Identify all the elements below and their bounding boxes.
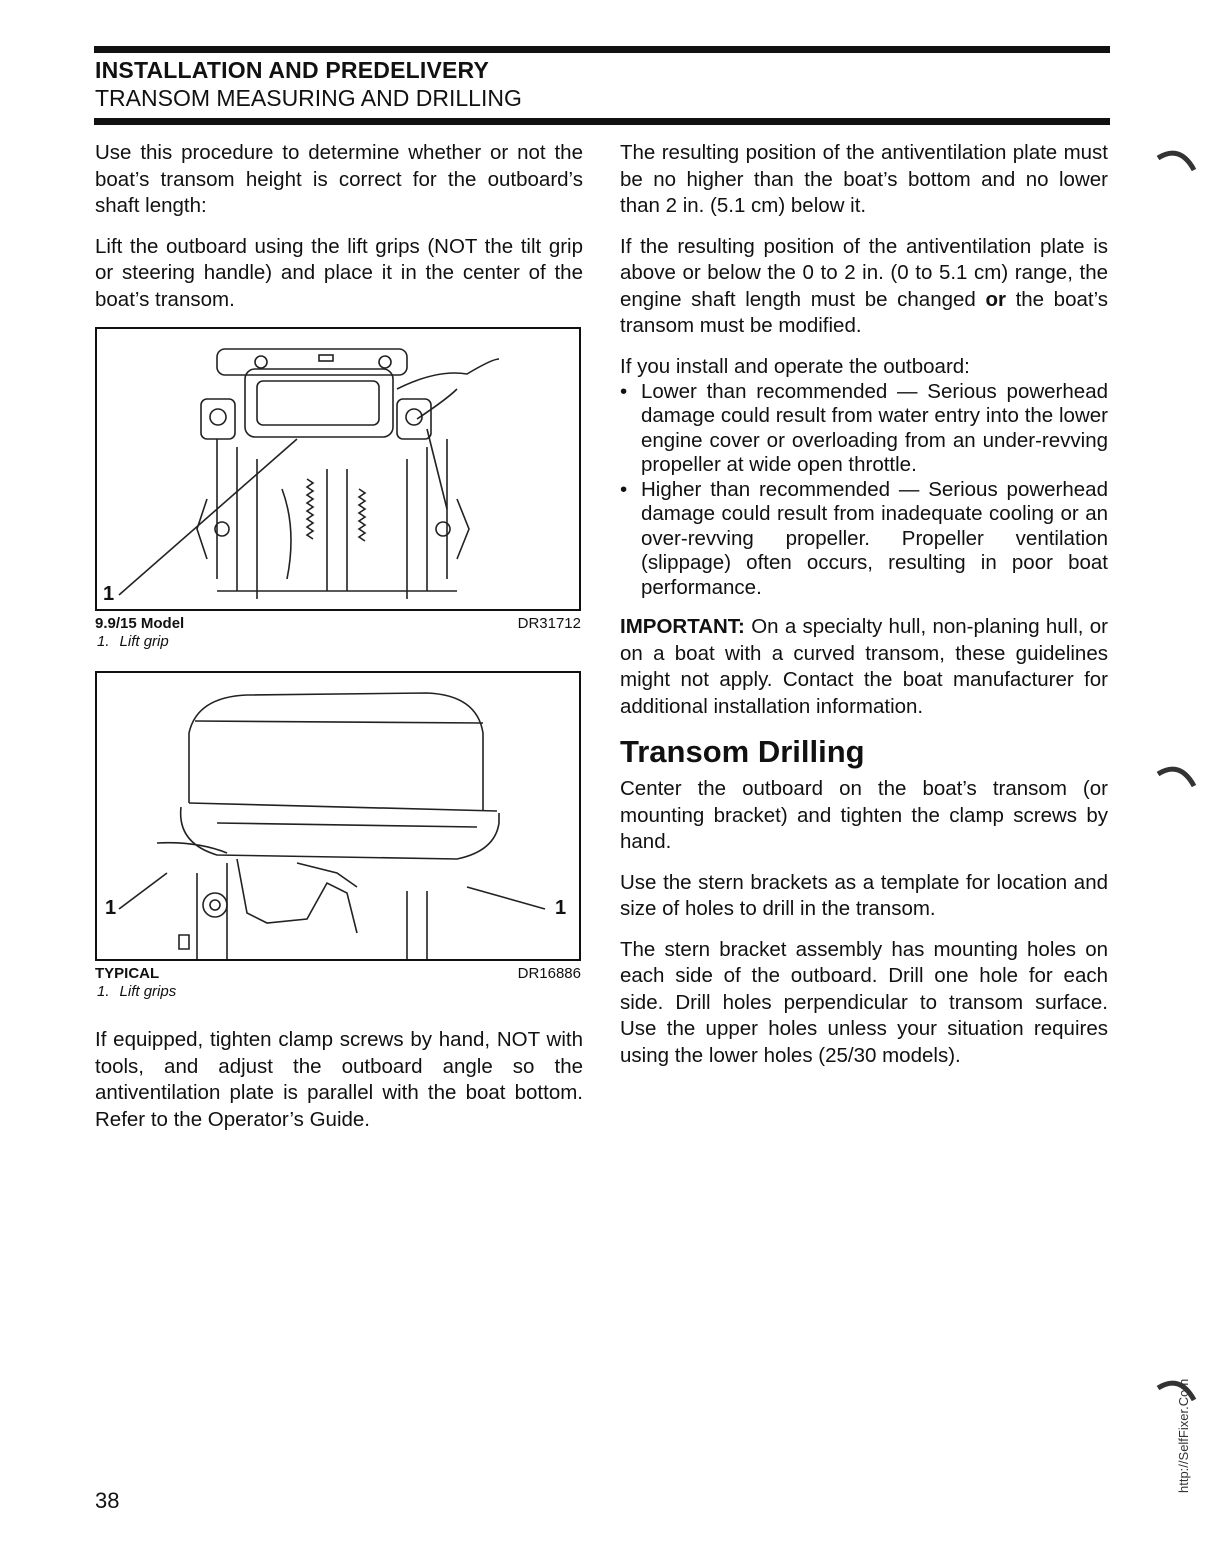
left-para-3: If equipped, tighten clamp screws by hand, NOT with tools, and adjust the outboard angle so the antiventilation plate is parallel with the boat bottom. Refer to the Operator’s Guide. (95, 1028, 583, 1131)
figure1-caption-row (95, 615, 581, 633)
important-label: IMPORTANT: (620, 615, 745, 638)
figure1-drawing-code: DR31712 (517, 615, 581, 632)
right-para-5: Use the stern brackets as a template for location and size of holes to drill in the transom. (620, 870, 1108, 920)
legend-number: 1. (97, 983, 110, 1000)
consequence-list (620, 380, 1108, 601)
bullet-intro: If you install and operate the outboard: (620, 354, 970, 378)
right-para-6: The stern bracket assembly has mounting holes on each side of the outboard. Drill one hole for each side. Drill holes perpendicular to transom surface. Use the upper holes unless your situation requires using the lower holes (25/30 models). (620, 937, 1108, 1067)
binder-edge-mark-icon (1150, 140, 1210, 200)
section-heading-transom-drilling: Transom Drilling (620, 734, 865, 769)
important-note (620, 614, 1108, 720)
right-para-1: The resulting position of the antiventilation plate must be no higher than the boat’s bottom and no lower than 2 in. (5.1 cm) below it. (620, 141, 1108, 217)
callout-1: 1 (103, 583, 115, 605)
left-para-2: Lift the outboard using the lift grips (NOT the tilt grip or steering handle) and place it in the center of the boat’s transom. (95, 234, 583, 311)
figure-lift-grips-typical (95, 671, 581, 961)
header-rule-bottom (94, 118, 1110, 125)
legend-label: Lift grip (119, 633, 169, 650)
figure2-caption-title: TYPICAL (95, 965, 160, 982)
figure1-caption-title: 9.9/15 Model (95, 615, 185, 632)
para2-text-a: If the resulting position of the antiventilation plate is above or below the 0 to 2 in. (0 to 5.1 cm) range, the engine shaft length must be changed (620, 234, 1108, 311)
para2-text-b: the boat’s transom must be modified. (620, 287, 1109, 337)
left-para-1: Use this procedure to determine whether or not the boat’s transom height is correct for the outboard’s shaft length: (95, 141, 583, 217)
binder-edge-mark-icon (1150, 1370, 1210, 1430)
watermark-url: http://SelfFixer.Com (1176, 1378, 1191, 1493)
list-item: • Higher than recommended — Serious powerhead damage could result from inadequate cooling or an over-revving propeller. Propeller ventilation (slippage) often occurs, resulting in poor boat performance. (620, 478, 1108, 601)
figure1-legend-item (97, 633, 583, 651)
right-para-2 (620, 234, 1108, 340)
left-column (95, 140, 583, 1147)
para2-or-emphasis: or (985, 287, 1006, 311)
outboard-top-view-illustration (97, 329, 579, 609)
callout-left: 1 (105, 897, 117, 919)
section-subtitle: TRANSOM MEASURING AND DRILLING (95, 85, 522, 111)
binder-edge-mark-icon (1150, 756, 1210, 816)
figure-lift-grip-model (95, 327, 581, 611)
legend-number: 1. (97, 633, 110, 650)
right-para-4: Center the outboard on the boat’s transom (or mounting bracket) and tighten the clamp screws by hand. (620, 777, 1108, 853)
page-number: 38 (95, 1488, 120, 1513)
figure2-legend-item (97, 983, 583, 1001)
legend-label: Lift grips (119, 983, 177, 1000)
outboard-side-view-illustration (97, 673, 579, 959)
list-item: • Lower than recommended — Serious powerhead damage could result from water entry into the lower engine cover or overloading from an under-revving propeller at wide open throttle. (620, 380, 1108, 478)
important-text: On a specialty hull, non-planing hull, or on a boat with a curved transom, these guidelines might not apply. Contact the boat manufacturer for additional installation information. (620, 615, 1109, 718)
figure2-drawing-code: DR16886 (517, 965, 581, 982)
chapter-title: INSTALLATION AND PREDELIVERY (95, 57, 490, 83)
right-column (620, 140, 1108, 1083)
header-rule-top (94, 46, 1110, 53)
figure2-caption-row (95, 965, 581, 983)
callout-right: 1 (555, 897, 567, 919)
